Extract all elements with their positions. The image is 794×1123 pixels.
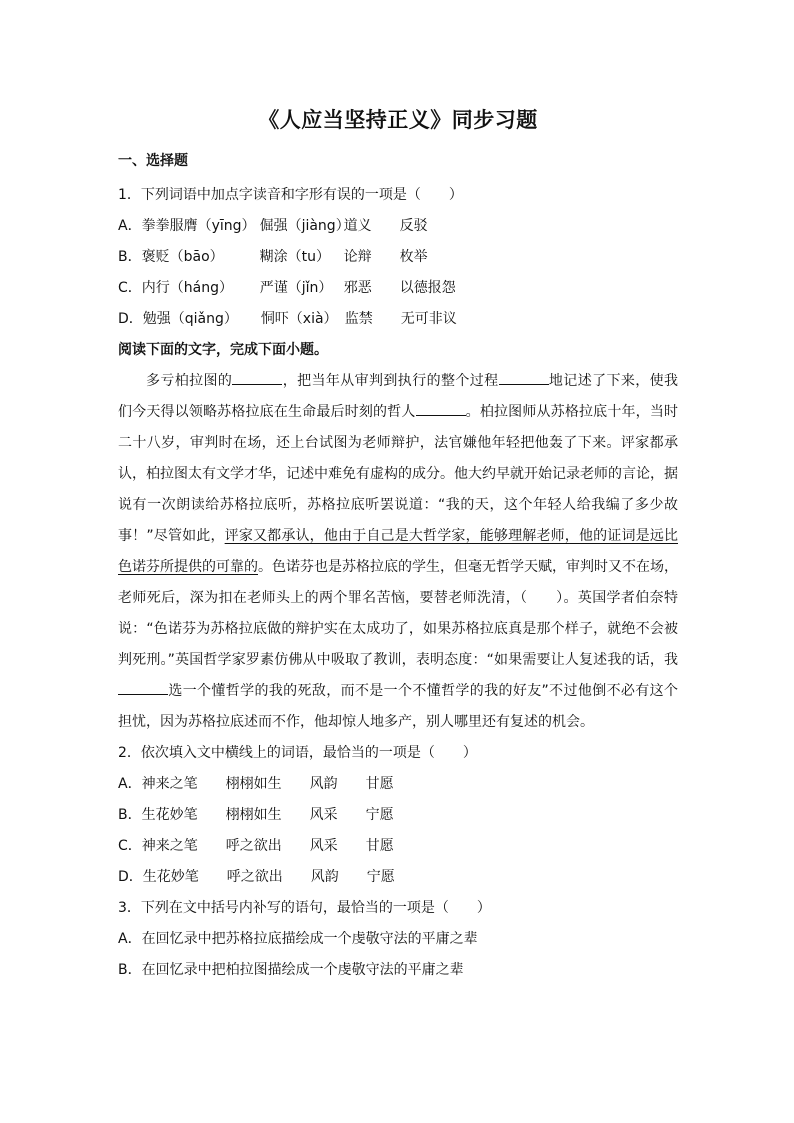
option-item: 监禁	[344, 311, 373, 327]
option-item: 恫吓（xià）	[260, 311, 338, 327]
option-item: 道义	[343, 218, 372, 234]
option-item: 生花妙笔	[142, 869, 199, 885]
option-item: 糊涂（tu）	[259, 249, 330, 265]
section-heading: 一、选择题	[118, 153, 188, 169]
option-label: C．	[118, 280, 142, 296]
fill-blank	[499, 370, 549, 385]
passage-text: 选一个懂哲学的我的死敌，而不是一个不懂哲学的我的好友”不过他倒不必有这个担忧，因为苏格拉底述而不作，他却惊人地多产，别人哪里还有复述的机会。	[118, 683, 678, 730]
option-item: 无可非议	[400, 311, 457, 327]
passage-text: 多亏柏拉图的	[146, 373, 233, 389]
question-3-stem: 3．下列在文中括号内补写的语句，最恰当的一项是（ ）	[118, 900, 491, 916]
option-item: 以德报怨	[399, 280, 456, 296]
option-item: 风采	[309, 838, 338, 854]
q1-option	[118, 242, 678, 273]
option-item: 严谨（jǐn）	[259, 280, 333, 296]
passage-text: 。色诺芬也是苏格拉底的学生，但毫无哲学天赋，审判时又不在场，老师死后，深为扣在老师头上的两个罪名苦恼，要替老师洗清，（ ）。英国学者伯奈特说：“色诺芬为苏格拉底做的辩护实在太成功了，如果苏格拉底真是那个样子，就绝不会被判死刑。”英国哲学家罗素仿佛从中吸取了教训，表明态度：“如果需要让人复述我的话，我	[118, 559, 678, 668]
option-label: C．	[118, 838, 142, 854]
q1-option	[118, 211, 678, 242]
option-item: 枚举	[399, 249, 428, 265]
option-item: 邪恶	[343, 280, 372, 296]
option-label: D．	[118, 311, 143, 327]
option-item: 甘愿	[365, 838, 394, 854]
page-title: 《人应当坚持正义》同步习题	[258, 107, 538, 132]
option-item: 栩栩如生	[225, 807, 282, 823]
passage-text: ，把当年从审判到执行的整个过程	[282, 373, 499, 389]
fill-blank	[118, 680, 168, 695]
underlined-sentence: 评家又都承认，他由于自己是大哲学家，能够理解老师，他的证词是远比色诺芬所提供的可靠的	[118, 528, 678, 575]
q2-option	[118, 862, 678, 893]
option-item: 栩栩如生	[225, 776, 282, 792]
option-item: 论辩	[343, 249, 372, 265]
reading-instruction: 阅读下面的文字，完成下面小题。	[118, 342, 328, 358]
option-item: 倔强（jiàng）	[259, 218, 350, 234]
passage-text: 。柏拉图师从苏格拉底十年，当时二十八岁，审判时在场，还上台试图为老师辩护，法官嫌他年轻把他轰了下来。评家都承认，柏拉图太有文学才华，记述中难免有虚构的成分。他大约早就开始记录老师的言论，据说有一次朗读给苏格拉底听，苏格拉底听罢说道：“我的天，这个年轻人给我编了多少故事！”尽管如此，	[118, 404, 678, 544]
question-3-option-b: B．在回忆录中把柏拉图描绘成一个虔敬守法的平庸之辈	[118, 962, 464, 978]
reading-passage	[118, 366, 678, 738]
fill-blank	[416, 401, 466, 416]
option-item: 宁愿	[365, 807, 394, 823]
option-item: 反驳	[399, 218, 428, 234]
question-1-stem: 1．下列词语中加点字读音和字形有误的一项是（ ）	[118, 187, 463, 203]
question-2-stem: 2．依次填入文中横线上的词语，最恰当的一项是（ ）	[118, 745, 477, 761]
q2-option	[118, 800, 678, 831]
option-label: B．	[118, 807, 142, 823]
q1-option	[118, 273, 678, 304]
option-label: B．	[118, 249, 142, 265]
option-label: A．	[118, 218, 142, 234]
fill-blank	[232, 370, 282, 385]
q2-option	[118, 769, 678, 800]
option-item: 褒贬（bāo）	[141, 249, 224, 265]
option-item: 风采	[309, 807, 338, 823]
option-item: 风韵	[309, 776, 338, 792]
option-item: 勉强（qiǎng）	[142, 311, 238, 327]
option-label: A．	[118, 776, 142, 792]
option-item: 拳拳服膺（yīng）	[141, 218, 256, 234]
option-item: 风韵	[310, 869, 339, 885]
passage-text: 地记述了下来，使我们今天得以领略苏格拉底在生命最后时刻的哲人	[118, 373, 679, 420]
worksheet-page	[118, 100, 678, 986]
q2-option	[118, 831, 678, 862]
q1-option	[118, 304, 678, 335]
option-item: 神来之笔	[141, 838, 198, 854]
option-item: 内行（háng）	[141, 280, 233, 296]
option-item: 生花妙笔	[141, 807, 198, 823]
option-item: 甘愿	[365, 776, 394, 792]
option-item: 呼之欲出	[226, 869, 283, 885]
option-label: D．	[118, 869, 143, 885]
option-item: 呼之欲出	[225, 838, 282, 854]
question-3-option-a: A．在回忆录中把苏格拉底描绘成一个虔敬守法的平庸之辈	[118, 931, 478, 947]
option-item: 宁愿	[366, 869, 395, 885]
option-item: 神来之笔	[141, 776, 198, 792]
